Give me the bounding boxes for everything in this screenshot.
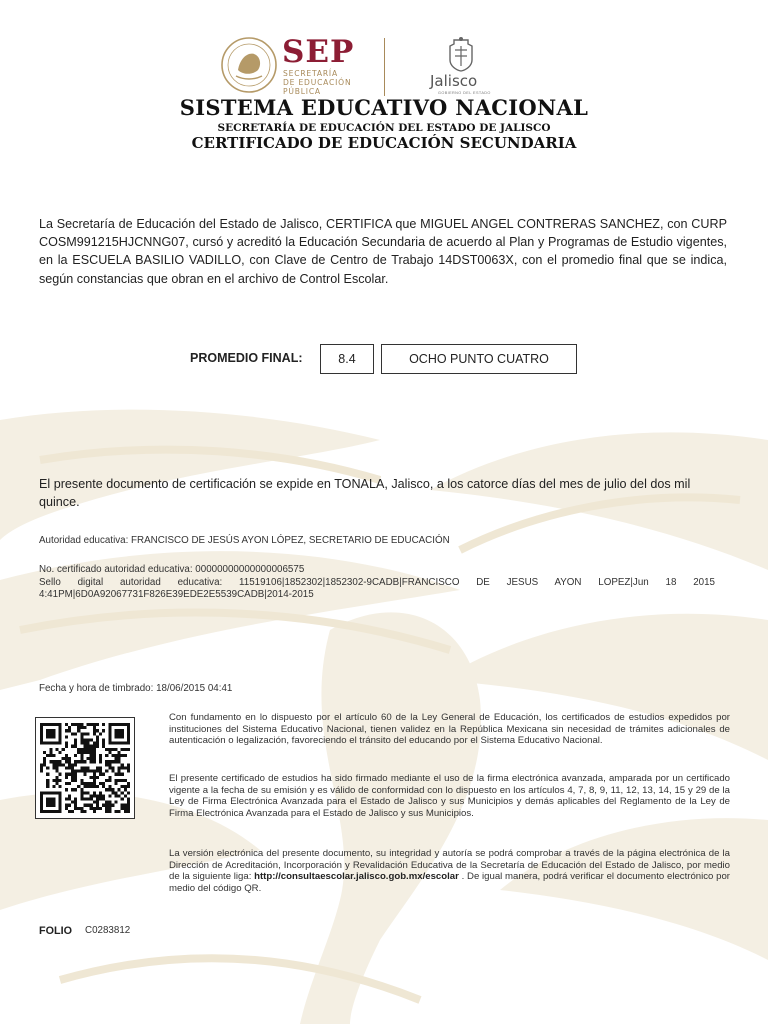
header-logos bbox=[216, 34, 516, 98]
legal-paragraph-3-start: La versión electrónica del presente documento, su integridad y autoría se podrá comprobar a través de la página electrónica de la Dirección de Acreditación, Incorporación y Revalidación Educativa de la Secretaría de Educación del Estado de Jalisco, por medio de la siguiente liga: bbox=[169, 848, 730, 882]
secretariat-subtitle: SECRETARÍA DE EDUCACIÓN DEL ESTADO DE JALISCO bbox=[217, 122, 551, 134]
legal-paragraph-3 bbox=[169, 848, 730, 894]
jalisco-logo-subtext: GOBIERNO DEL ESTADO bbox=[438, 91, 491, 95]
jalisco-logo-text: Jalisco bbox=[430, 72, 478, 90]
issuance-paragraph: El presente documento de certificación se expide en TONALA, Jalisco, a los catorce días del mes de julio del dos mil quince. bbox=[39, 477, 691, 509]
mexican-coat-of-arms-icon bbox=[220, 36, 278, 94]
logo-divider bbox=[384, 38, 385, 96]
system-title: SISTEMA EDUCATIVO NACIONAL bbox=[179, 95, 589, 120]
final-average-number: 8.4 bbox=[320, 344, 374, 374]
verification-link[interactable]: http://consultaescolar.jalisco.gob.mx/escolar bbox=[254, 871, 459, 882]
final-average-label: PROMEDIO FINAL: bbox=[190, 351, 303, 365]
sep-logo-subtext bbox=[283, 69, 351, 96]
qr-modules bbox=[40, 723, 130, 813]
qr-code bbox=[35, 717, 135, 819]
legal-paragraph-1: Con fundamento en lo dispuesto por el artículo 60 de la Ley General de Educación, los certificados de estudios expedidos por instituciones del Sistema Educativo Nacional, tienen validez en la República Mexicana sin necesidad de trámites adicionales de autenticación o legalización, favoreciendo el tránsito del educando por el Sistema Educativo Nacional. bbox=[169, 712, 730, 746]
sep-line-3: PÚBLICA bbox=[283, 87, 321, 96]
certificate-title: CERTIFICADO DE EDUCACIÓN SECUNDARIA bbox=[191, 134, 577, 152]
authority-line: Autoridad educativa: FRANCISCO DE JESÚS AYON LÓPEZ, SECRETARIO DE EDUCACIÓN bbox=[39, 535, 450, 546]
folio-label: FOLIO bbox=[39, 925, 72, 937]
folio-value: C0283812 bbox=[85, 925, 131, 936]
sep-logo-text: SEP bbox=[282, 34, 355, 70]
sep-line-2: DE EDUCACIÓN bbox=[283, 78, 352, 87]
timestamp-line: Fecha y hora de timbrado: 18/06/2015 04:41 bbox=[39, 683, 233, 694]
sep-line-1: SECRETARÍA bbox=[283, 69, 338, 78]
certificate-number-line: No. certificado autoridad educativa: 00000000000000006575 bbox=[39, 564, 305, 575]
certification-paragraph: La Secretaría de Educación del Estado de Jalisco, CERTIFICA que MIGUEL ANGEL CONTRERAS SANCHEZ, con CURP COSM991215HJCNNG07, cursó y acreditó la Educación Secundaria de acuerdo al Plan y Programas de Estudio vigentes, en la ESCUELA BASILIO VADILLO, con Clave de Centro de Trabajo 14DST0063X, con el promedio final que se indica, según constancias que obran en el archivo de Control Escolar. bbox=[39, 217, 727, 286]
jalisco-emblem-icon bbox=[442, 36, 480, 72]
legal-paragraph-3-end: . De igual manera, podrá verificar el documento electrónico por medio del código QR. bbox=[169, 871, 730, 894]
qr-code-pattern bbox=[40, 722, 130, 814]
digital-seal-line: Sello digital autoridad educativa: 11519106|1852302|1852302-9CADB|FRANCISCO DE JESUS AYON LOPEZ|Jun 18 2015 4:41PM|6D0A92067731F826E39EDE2E5539CADB|2014-2015 bbox=[39, 577, 715, 600]
final-average-words: OCHO PUNTO CUATRO bbox=[381, 344, 577, 374]
legal-paragraph-2: El presente certificado de estudios ha sido firmado mediante el uso de la firma electrónica avanzada, amparada por un certificado vigente a la fecha de su emisión y es válido de conformidad con lo dispuesto en los artículos 4, 7, 8, 9, 11, 12, 13, 14, 15 y 29 de la Ley de Firma Electrónica Avanzada para el Estado de Jalisco y sus Municipios y demás aplicables del Reglamento de la Ley de Firma Electrónica Avanzada para el Estado de Jalisco y sus Municipios. bbox=[169, 773, 730, 819]
